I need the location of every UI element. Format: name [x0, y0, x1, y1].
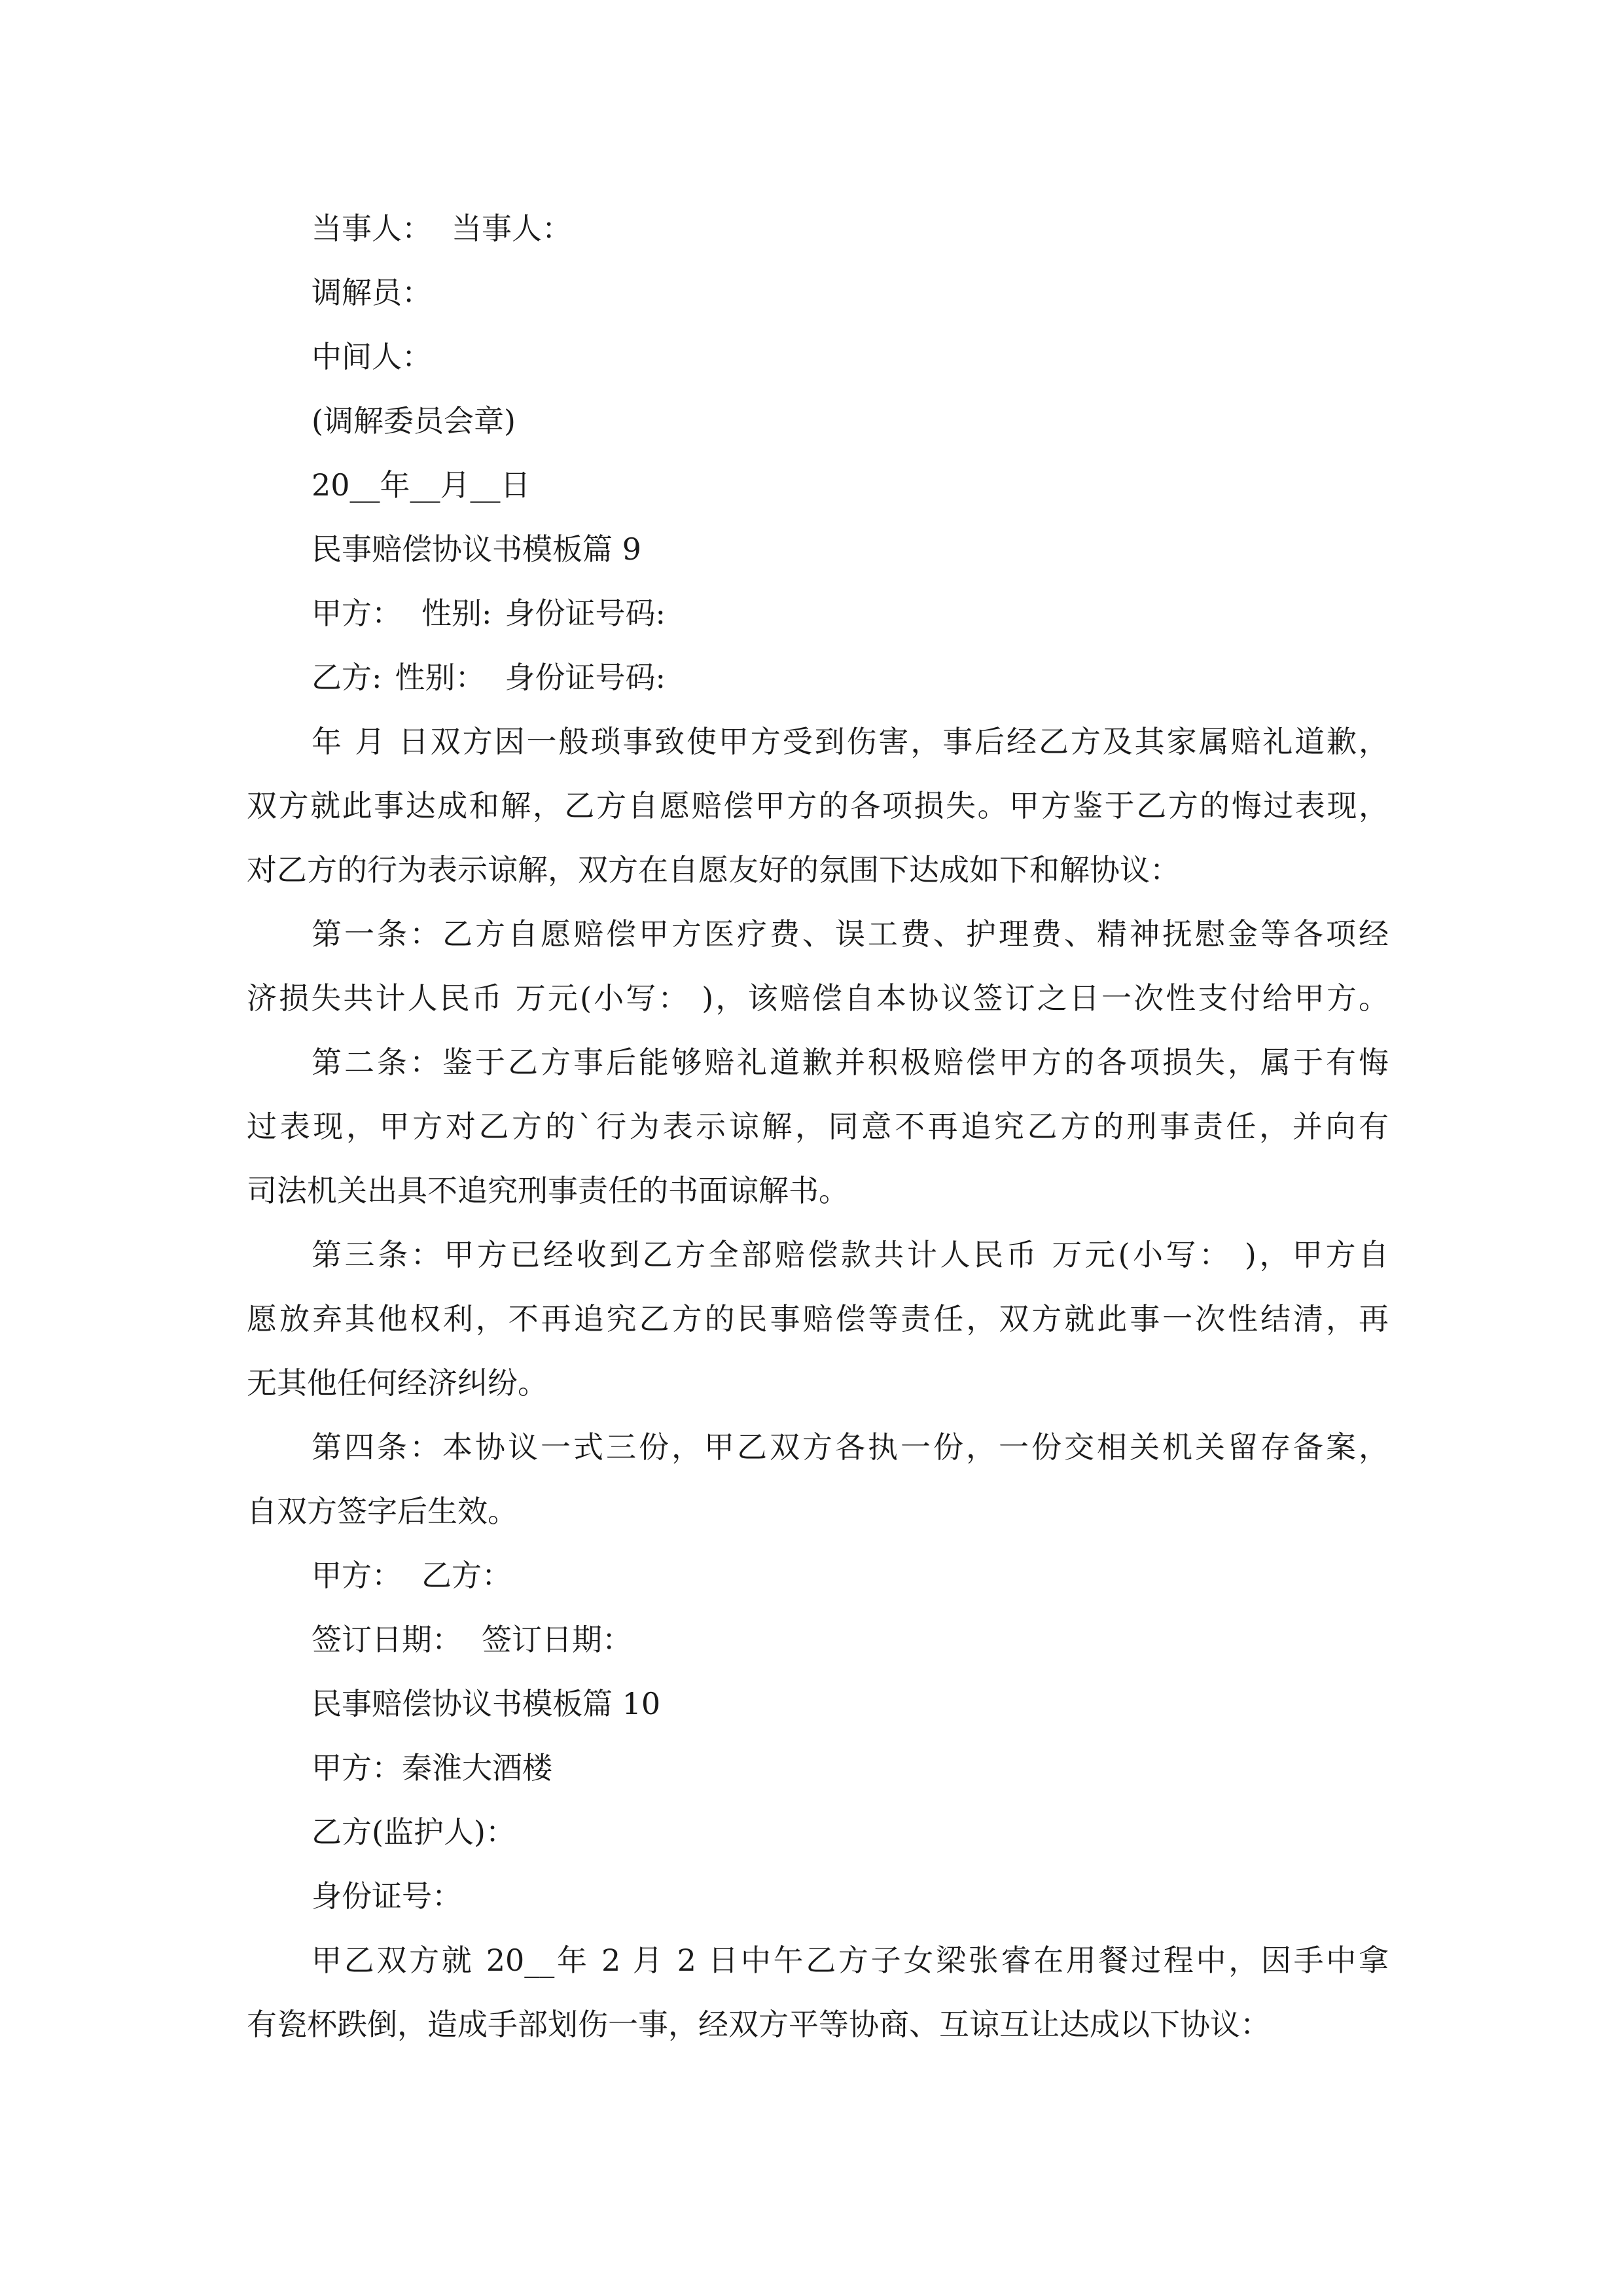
article-2-line: 过表现，甲方对乙方的`行为表示谅解，同意不再追究乙方的刑事责任，并向有 — [247, 1109, 1389, 1144]
paragraph-line: 双方就此事达成和解，乙方自愿赔偿甲方的各项损失。甲方鉴于乙方的悔过表现， — [247, 788, 1389, 823]
party-b-info-line — [247, 645, 1389, 709]
section-heading-9: 民事赔偿协议书模板篇 9 — [312, 531, 641, 567]
mediator-line: 调解员： — [312, 275, 432, 310]
id-number-label: 身份证号码: — [505, 660, 666, 695]
id-number-line: 身份证号： — [312, 1878, 462, 1914]
party-label: 当事人： — [452, 211, 572, 246]
article-4-line: 自双方签字后生效。 — [247, 1494, 518, 1529]
gender-label: 性别： — [395, 660, 486, 695]
article-3-line: 愿放弃其他权利，不再追究乙方的民事赔偿等责任，双方就此事一次性结清，再 — [247, 1301, 1389, 1336]
paragraph-line: 年 月 日双方因一般琐事致使甲方受到伤害，事后经乙方及其家属赔礼道歉， — [312, 724, 1389, 759]
party-label: 当事人： — [312, 211, 432, 246]
paragraph-line: 有瓷杯跌倒，造成手部划伤一事，经双方平等协商、互谅互让达成以下协议： — [247, 2007, 1270, 2042]
date-line: 20__年__月__日 — [312, 467, 531, 503]
paragraph-line: 甲乙双方就 20__年 2 月 2 日中午乙方子女梁张睿在用餐过程中，因手中拿 — [312, 1943, 1389, 1978]
signature-line-parties — [247, 196, 1389, 260]
article-2-line: 司法机关出具不追究刑事责任的书面谅解书。 — [247, 1173, 849, 1208]
article-2-line: 第二条：鉴于乙方事后能够赔礼道歉并积极赔偿甲方的各项损失，属于有悔 — [312, 1045, 1389, 1080]
article-3-line: 第三条：甲方已经收到乙方全部赔偿款共计人民币 万元(小写： )，甲方自 — [312, 1237, 1389, 1272]
intermediary-line: 中间人： — [312, 339, 432, 374]
document-body — [247, 196, 1389, 2056]
party-b-guardian-line: 乙方(监护人)： — [312, 1814, 516, 1850]
article-3-line: 无其他任何经济纠纷。 — [247, 1365, 548, 1401]
signature-line-a-b — [247, 1543, 1389, 1607]
signing-date-label: 签订日期： — [312, 1622, 462, 1657]
signing-date-label: 签订日期： — [482, 1622, 632, 1657]
party-a-name-line: 甲方：秦淮大酒楼 — [312, 1750, 552, 1785]
party-a-label: 甲方： — [312, 596, 402, 631]
article-4-line: 第四条：本协议一式三份，甲乙双方各执一份，一份交相关机关留存备案， — [312, 1429, 1389, 1465]
signing-date-line — [247, 1607, 1389, 1672]
party-b-sign-label: 乙方： — [421, 1558, 512, 1593]
party-a-info-line — [247, 581, 1389, 645]
party-a-sign-label: 甲方： — [312, 1558, 402, 1593]
article-1-line: 济损失共计人民币 万元(小写： )，该赔偿自本协议签订之日一次性支付给甲方。 — [247, 980, 1389, 1016]
party-b-label: 乙方: — [312, 660, 382, 695]
gender-label: 性别: — [421, 596, 492, 631]
section-heading-10: 民事赔偿协议书模板篇 10 — [312, 1686, 661, 1721]
committee-seal-line: (调解委员会章) — [312, 403, 516, 439]
id-number-label: 身份证号码: — [505, 596, 666, 631]
paragraph-line: 对乙方的行为表示谅解，双方在自愿友好的氛围下达成如下和解协议： — [247, 852, 1180, 888]
article-1-line: 第一条：乙方自愿赔偿甲方医疗费、误工费、护理费、精神抚慰金等各项经 — [312, 916, 1389, 952]
